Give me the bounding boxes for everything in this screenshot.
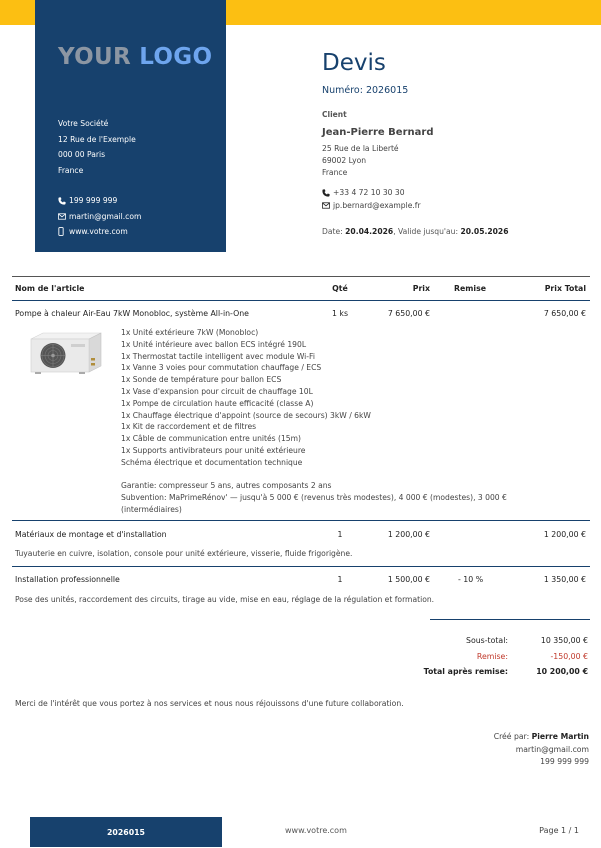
discount-label: Remise: bbox=[476, 652, 508, 661]
thank-you-note: Merci de l'intérêt que vous portez à nos services et nous nous réjouissons d'une future collaboration. bbox=[15, 699, 404, 708]
heat-pump-image bbox=[27, 330, 104, 374]
item-total: 7 650,00 € bbox=[543, 309, 586, 318]
client-phone: +33 4 72 10 30 30 bbox=[333, 188, 405, 197]
item-description: Pose des unités, raccordement des circuits, tirage au vide, mise en eau, réglage de la régulation et formation. bbox=[15, 595, 435, 604]
description-line: (intermédiaires) bbox=[121, 504, 182, 514]
footer-number: 2026015 bbox=[107, 827, 145, 837]
email-icon bbox=[322, 202, 333, 209]
summary-divider bbox=[430, 619, 590, 620]
item-price: 1 200,00 € bbox=[387, 530, 430, 539]
description-line: 1x Unité intérieure avec ballon ECS intégré 190L bbox=[121, 339, 307, 349]
company-name: Votre Société bbox=[58, 119, 109, 128]
mobile-icon bbox=[58, 227, 69, 236]
description-line: 1x Sonde de température pour ballon ECS bbox=[121, 375, 282, 385]
company-city: 000 00 Paris bbox=[58, 150, 106, 159]
company-street: 12 Rue de l'Exemple bbox=[58, 134, 136, 144]
header-discount: Remise bbox=[454, 284, 487, 293]
company-logo: YOUR LOGO bbox=[58, 44, 213, 70]
item-name: Installation professionnelle bbox=[15, 575, 120, 584]
description-line: 1x Kit de raccordement et de filtres bbox=[121, 422, 257, 432]
item-name: Matériaux de montage et d'installation bbox=[15, 530, 167, 539]
item-qty: 1 bbox=[337, 530, 343, 539]
phone-icon bbox=[58, 197, 69, 205]
description-line bbox=[121, 469, 507, 481]
description-line: 1x Thermostat tactile intelligent avec module Wi-Fi bbox=[121, 351, 315, 361]
item-total: 1 200,00 € bbox=[543, 530, 586, 539]
item-description: Tuyauterie en cuivre, isolation, console pour unité extérieure, visserie, fluide frigorigène. bbox=[15, 549, 353, 558]
creator-phone: 199 999 999 bbox=[540, 757, 589, 766]
document-number: Numéro: 2026015 bbox=[322, 85, 409, 96]
company-country: France bbox=[58, 165, 84, 175]
table-row bbox=[12, 309, 590, 321]
client-street: 25 Rue de la Liberté bbox=[322, 144, 399, 153]
client-email[interactable]: jp.bernard@example.fr bbox=[333, 201, 421, 210]
table-row bbox=[12, 575, 590, 587]
description-line: 1x Vanne 3 voies pour commutation chauffage / ECS bbox=[121, 363, 322, 373]
item-price: 7 650,00 € bbox=[387, 309, 430, 318]
header-qty: Qté bbox=[332, 284, 348, 293]
row-divider bbox=[12, 566, 590, 567]
item-discount: - 10 % bbox=[458, 575, 484, 584]
client-address bbox=[322, 143, 399, 180]
client-country: France bbox=[322, 168, 348, 178]
client-label: Client bbox=[322, 110, 347, 119]
creator-email[interactable]: martin@gmail.com bbox=[515, 744, 589, 754]
client-city: 69002 Lyon bbox=[322, 156, 367, 166]
company-website[interactable]: www.votre.com bbox=[69, 227, 128, 236]
company-email[interactable]: martin@gmail.com bbox=[69, 211, 142, 221]
footer-website[interactable]: www.votre.com bbox=[285, 826, 347, 835]
discount-value: -150,00 € bbox=[550, 652, 588, 661]
item-name: Pompe à chaleur Air-Eau 7kW Monobloc, système All-in-One bbox=[15, 309, 249, 318]
row-divider bbox=[12, 520, 590, 521]
item-qty: 1 bbox=[337, 575, 343, 584]
item-price: 1 500,00 € bbox=[387, 575, 430, 584]
company-address bbox=[58, 116, 136, 178]
email-icon bbox=[58, 213, 69, 220]
description-line: 1x Supports antivibrateurs pour unité extérieure bbox=[121, 445, 306, 455]
table-row bbox=[12, 530, 590, 542]
header-price: Prix bbox=[412, 284, 430, 293]
description-line: Subvention: MaPrimeRénov' — jusqu'à 5 000 € (revenus très modestes), 4 000 € (modestes), 3 000 € bbox=[121, 493, 507, 503]
header-total: Prix Total bbox=[544, 284, 586, 293]
created-by: Créé par: Pierre Martin martin@gmail.com 199 999 999 bbox=[494, 731, 589, 769]
document-title: Devis bbox=[322, 50, 386, 76]
company-panel bbox=[35, 0, 226, 252]
client-contact bbox=[322, 186, 421, 212]
subtotal-value: 10 350,00 € bbox=[540, 636, 588, 645]
client-name: Jean-Pierre Bernard bbox=[322, 127, 434, 138]
header-name: Nom de l'article bbox=[15, 284, 85, 293]
footer-number-bar bbox=[30, 817, 222, 847]
total-value: 10 200,00 € bbox=[536, 667, 588, 676]
description-line: 1x Chauffage électrique d'appoint (source de secours) 3kW / 6kW bbox=[121, 410, 371, 420]
description-line: Garantie: compresseur 5 ans, autres composants 2 ans bbox=[121, 481, 332, 491]
phone-icon bbox=[322, 189, 333, 197]
document-dates: Date: 20.04.2026, Valide jusqu'au: 20.05.2026 bbox=[322, 227, 509, 236]
description-line: Schéma électrique et documentation technique bbox=[121, 457, 303, 467]
table-header bbox=[12, 276, 590, 301]
description-line: 1x Unité extérieure 7kW (Monobloc) bbox=[121, 328, 259, 337]
description-line: 1x Pompe de circulation haute efficacité (classe A) bbox=[121, 398, 314, 408]
description-line: 1x Vase d'expansion pour circuit de chauffage 10L bbox=[121, 386, 313, 396]
item-total: 1 350,00 € bbox=[543, 575, 586, 584]
item-qty: 1 ks bbox=[331, 309, 349, 318]
item-description bbox=[121, 327, 507, 516]
description-line: 1x Câble de communication entre unités (15m) bbox=[121, 434, 301, 444]
total-label: Total après remise: bbox=[423, 667, 508, 676]
page-number: Page 1 / 1 bbox=[539, 826, 579, 835]
company-phone: 199 999 999 bbox=[69, 196, 118, 205]
company-contact bbox=[58, 193, 141, 240]
subtotal-label: Sous-total: bbox=[466, 636, 508, 645]
